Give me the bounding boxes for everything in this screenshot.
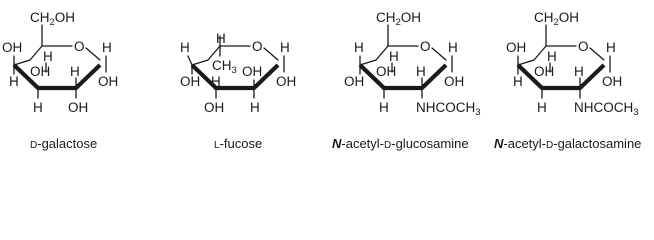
c2-oh: OH bbox=[68, 100, 89, 115]
ring-oxygen: O bbox=[252, 39, 263, 54]
c3-h-top: H bbox=[211, 74, 221, 89]
caption-galnac: N-acetyl-D-galactosamine bbox=[494, 136, 642, 151]
o-c1-bond bbox=[432, 48, 446, 60]
c2-h: H bbox=[250, 100, 260, 115]
c4-ring-edge bbox=[192, 60, 208, 65]
c3-oh: OH bbox=[204, 100, 225, 115]
c4-sub-bond bbox=[188, 56, 192, 65]
caption-glcnac: N-acetyl-D-glucosamine bbox=[332, 136, 469, 151]
molecule-galnac bbox=[506, 10, 639, 118]
c1-h: H bbox=[280, 40, 290, 55]
c3-oh: OH bbox=[376, 64, 397, 79]
molecule-glcnac bbox=[344, 10, 481, 118]
c1-oh: OH bbox=[276, 74, 297, 89]
c2-h: H bbox=[70, 64, 80, 79]
c3-h: H bbox=[33, 100, 43, 115]
c3-h: H bbox=[537, 100, 547, 115]
molecule-fucose bbox=[180, 31, 296, 115]
o-c1-bond bbox=[86, 48, 100, 60]
c1-oh: OH bbox=[444, 74, 465, 89]
c4-ring-edge bbox=[360, 60, 376, 65]
c5-h: H bbox=[389, 49, 399, 64]
ring-oxygen: O bbox=[74, 39, 85, 54]
c6-label: $CH_2OH$ bbox=[534, 10, 580, 28]
ring-front-bonds bbox=[518, 65, 604, 88]
c1-oh: OH bbox=[98, 74, 119, 89]
c1-h: H bbox=[448, 40, 458, 55]
molecule-galactose bbox=[2, 10, 118, 115]
c1-h: H bbox=[102, 40, 112, 55]
ring-oxygen: O bbox=[578, 39, 589, 54]
c4-ring-edge bbox=[518, 60, 534, 65]
c5-c4-back bbox=[30, 46, 42, 60]
c5-c4-back bbox=[376, 46, 388, 60]
c1-h: H bbox=[606, 40, 616, 55]
c5-c4-back bbox=[534, 46, 546, 60]
c6-label: $CH_2OH$ bbox=[376, 10, 422, 28]
c6-label: $CH_2OH$ bbox=[30, 10, 76, 28]
c5-h: H bbox=[547, 49, 557, 64]
c2-nhcoch3: $NHCOCH_3$ bbox=[416, 100, 481, 118]
c6-label: $CH_3$ bbox=[212, 58, 237, 76]
o-c1-bond bbox=[590, 48, 604, 60]
ring-front-bonds bbox=[360, 65, 446, 88]
c4-ring-edge bbox=[14, 60, 30, 65]
c4-oh: OH bbox=[180, 74, 201, 89]
caption-fucose: L-fucose bbox=[214, 136, 263, 151]
c4-h-top: H bbox=[180, 40, 190, 55]
c1-oh: OH bbox=[602, 74, 623, 89]
ring-oxygen: O bbox=[420, 39, 431, 54]
c3-h: H bbox=[379, 100, 389, 115]
c2-nhcoch3: $NHCOCH_3$ bbox=[574, 100, 639, 118]
c2-oh: OH bbox=[242, 64, 263, 79]
caption-galactose: D-galactose bbox=[30, 136, 98, 151]
ring-front-bonds bbox=[14, 65, 100, 88]
c3-oh: OH bbox=[30, 64, 51, 79]
c2-h: H bbox=[416, 64, 426, 79]
c4-oh: OH bbox=[506, 40, 527, 55]
c4-h: H bbox=[9, 74, 19, 89]
c4-h: H bbox=[354, 40, 364, 55]
c2-h: H bbox=[574, 64, 584, 79]
c4-h: H bbox=[513, 74, 523, 89]
c4-oh: OH bbox=[344, 74, 365, 89]
c3-oh: OH bbox=[534, 64, 555, 79]
c5-h: H bbox=[216, 31, 226, 46]
c5-h: H bbox=[43, 49, 53, 64]
c4-oh: OH bbox=[2, 40, 23, 55]
o-c1-bond bbox=[264, 48, 278, 60]
